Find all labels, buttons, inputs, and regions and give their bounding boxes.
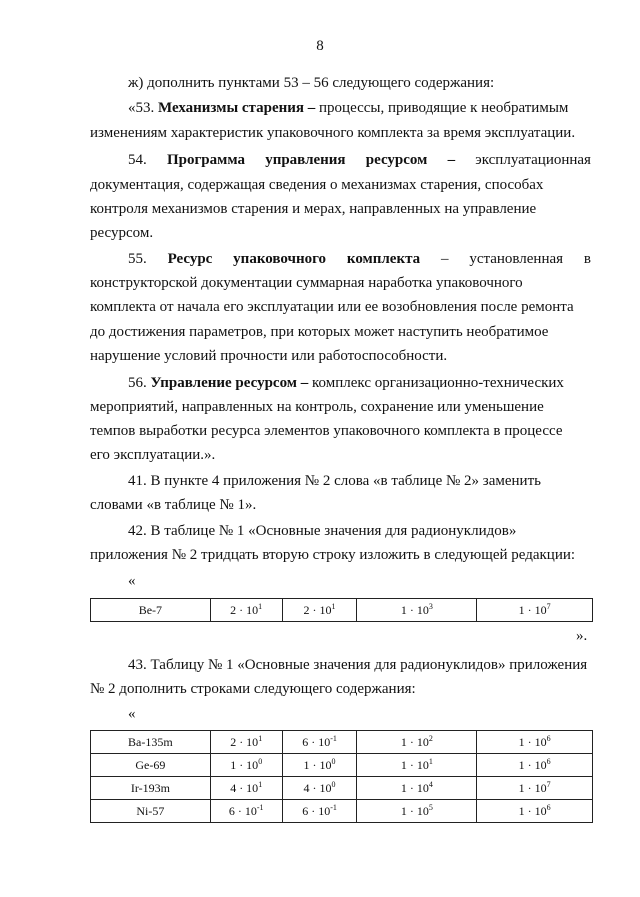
text-line: 41. В пункте 4 приложения № 2 слова «в таблице № 2» заменить — [128, 473, 541, 489]
text-line: документация, содержащая сведения о механизмах старения, способах — [90, 177, 544, 193]
value-cell — [477, 599, 593, 622]
value-mantissa: 2 · 10 — [230, 735, 259, 749]
value-mantissa: 1 · 10 — [518, 804, 547, 818]
text-line: словами «в таблице № 1». — [90, 497, 257, 513]
value-exponent: 1 — [428, 757, 433, 766]
term-heading: Механизмы старения – — [158, 100, 316, 116]
text-line: до достижения параметров, при которых может наступить необратимое — [90, 324, 549, 340]
value-mantissa: 6 · 10 — [302, 804, 331, 818]
text-word: эксплуатационная — [475, 152, 591, 168]
table-row — [91, 731, 593, 754]
value-exponent: 3 — [428, 602, 433, 611]
table-row — [91, 754, 593, 777]
value-mantissa: 2 · 10 — [230, 603, 259, 617]
term-word: Ресурс — [167, 251, 213, 267]
value-exponent: -1 — [256, 803, 264, 812]
value-exponent: -1 — [330, 734, 337, 743]
value-mantissa: 1 · 10 — [400, 781, 429, 795]
value-exponent: 0 — [331, 757, 336, 766]
value-cell — [477, 777, 593, 800]
value-cell — [210, 800, 282, 823]
term-word: ресурсом — [365, 152, 428, 168]
term-word: Программа — [166, 152, 245, 168]
text-line: конструкторской документации суммарная наработка упаковочного — [90, 275, 523, 291]
paragraph-54-first-line — [128, 151, 591, 169]
text-line: нарушение условий прочности или работоспособности. — [90, 348, 448, 364]
value-cell — [357, 754, 477, 777]
value-mantissa: 1 · 10 — [518, 603, 547, 617]
value-cell — [210, 777, 282, 800]
value-mantissa: 1 · 10 — [518, 781, 547, 795]
value-mantissa: 1 · 10 — [400, 758, 429, 772]
nuclide-cell: Ge-69 — [91, 754, 211, 777]
item-number: «53. — [128, 100, 155, 116]
table-row — [91, 800, 593, 823]
value-cell — [282, 731, 357, 754]
value-exponent: 4 — [428, 780, 433, 789]
value-exponent: 6 — [546, 803, 551, 812]
term-dash: – — [447, 152, 456, 168]
value-exponent: 1 — [258, 780, 263, 789]
value-cell — [477, 754, 593, 777]
nuclide-table-additions — [90, 730, 593, 823]
text-line: 43. Таблицу № 1 «Основные значения для радионуклидов» приложения — [128, 657, 588, 673]
nuclide-cell: Be-7 — [91, 599, 211, 622]
value-cell — [357, 800, 477, 823]
table-row — [91, 777, 593, 800]
value-cell — [282, 777, 357, 800]
value-cell — [357, 731, 477, 754]
term-heading: Управление ресурсом – — [150, 375, 309, 391]
value-exponent: 5 — [428, 803, 433, 812]
text-word: в — [583, 251, 591, 267]
value-cell — [357, 777, 477, 800]
paragraph-55-first-line — [128, 250, 591, 268]
value-cell — [282, 754, 357, 777]
text-line: 42. В таблице № 1 «Основные значения для радионуклидов» — [128, 523, 517, 539]
page-number: 8 — [316, 38, 324, 54]
value-exponent: 1 — [258, 602, 263, 611]
table-row — [91, 599, 593, 622]
value-exponent: 6 — [546, 734, 551, 743]
value-cell — [357, 599, 477, 622]
text-word: установленная — [469, 251, 564, 267]
nuclide-cell: Ba-135m — [91, 731, 211, 754]
nuclide-cell: Ir-193m — [91, 777, 211, 800]
text-line: изменениям характеристик упаковочного комплекта за время эксплуатации. — [90, 125, 576, 141]
text-line: приложения № 2 тридцать вторую строку изложить в следующей редакции: — [90, 547, 576, 563]
value-exponent: 1 — [331, 602, 336, 611]
value-mantissa: 4 · 10 — [303, 781, 332, 795]
value-cell — [282, 599, 357, 622]
term-word: управления — [265, 152, 346, 168]
value-exponent: 2 — [428, 734, 433, 743]
value-mantissa: 1 · 10 — [400, 735, 429, 749]
opening-quote: « — [128, 573, 136, 589]
value-mantissa: 6 · 10 — [302, 735, 331, 749]
opening-quote: « — [128, 706, 136, 722]
text-line: ж) дополнить пунктами 53 – 56 следующего содержания: — [128, 75, 495, 91]
value-cell — [210, 754, 282, 777]
text-line: мероприятий, направленных на контроль, сохранение или уменьшение — [90, 399, 544, 415]
value-cell — [477, 731, 593, 754]
value-mantissa: 4 · 10 — [230, 781, 259, 795]
term-word: упаковочного — [233, 251, 327, 267]
value-exponent: -1 — [330, 803, 337, 812]
closing-quote: ». — [576, 628, 588, 644]
text-line: ресурсом. — [90, 225, 154, 241]
text-line: № 2 дополнить строками следующего содержания: — [90, 681, 416, 697]
value-cell — [210, 599, 282, 622]
value-mantissa: 1 · 10 — [400, 804, 429, 818]
value-cell — [210, 731, 282, 754]
text-line: темпов выработки ресурса элементов упаковочного комплекта в процессе — [90, 423, 563, 439]
value-mantissa: 2 · 10 — [303, 603, 332, 617]
item-number: 56. — [128, 375, 147, 391]
value-exponent: 7 — [546, 780, 551, 789]
text-line: контроля механизмов старения и мерах, направленных на управление — [90, 201, 537, 217]
term-dash: – — [441, 251, 449, 267]
paragraph-56 — [128, 374, 564, 392]
nuclide-cell: Ni-57 — [91, 800, 211, 823]
value-exponent: 7 — [546, 602, 551, 611]
term-word: комплекта — [346, 251, 421, 267]
value-mantissa: 1 · 10 — [400, 603, 429, 617]
value-mantissa: 1 · 10 — [518, 735, 547, 749]
value-mantissa: 1 · 10 — [303, 758, 332, 772]
value-exponent: 1 — [258, 734, 263, 743]
value-exponent: 6 — [546, 757, 551, 766]
nuclide-table-replacement — [90, 598, 593, 622]
value-cell — [477, 800, 593, 823]
value-cell — [282, 800, 357, 823]
text-line: комплекта от начала его эксплуатации или ее возобновления после ремонта — [90, 299, 574, 315]
text-fragment: комплекс организационно-технических — [308, 375, 564, 391]
value-exponent: 0 — [331, 780, 336, 789]
value-mantissa: 1 · 10 — [230, 758, 259, 772]
value-mantissa: 1 · 10 — [518, 758, 547, 772]
value-exponent: 0 — [258, 757, 263, 766]
text-fragment: процессы, приводящие к необратимым — [315, 100, 569, 116]
paragraph-53 — [128, 99, 568, 117]
item-number: 55. — [128, 251, 147, 267]
value-mantissa: 6 · 10 — [228, 804, 257, 818]
item-number: 54. — [128, 152, 147, 168]
text-line: его эксплуатации.». — [90, 447, 216, 463]
